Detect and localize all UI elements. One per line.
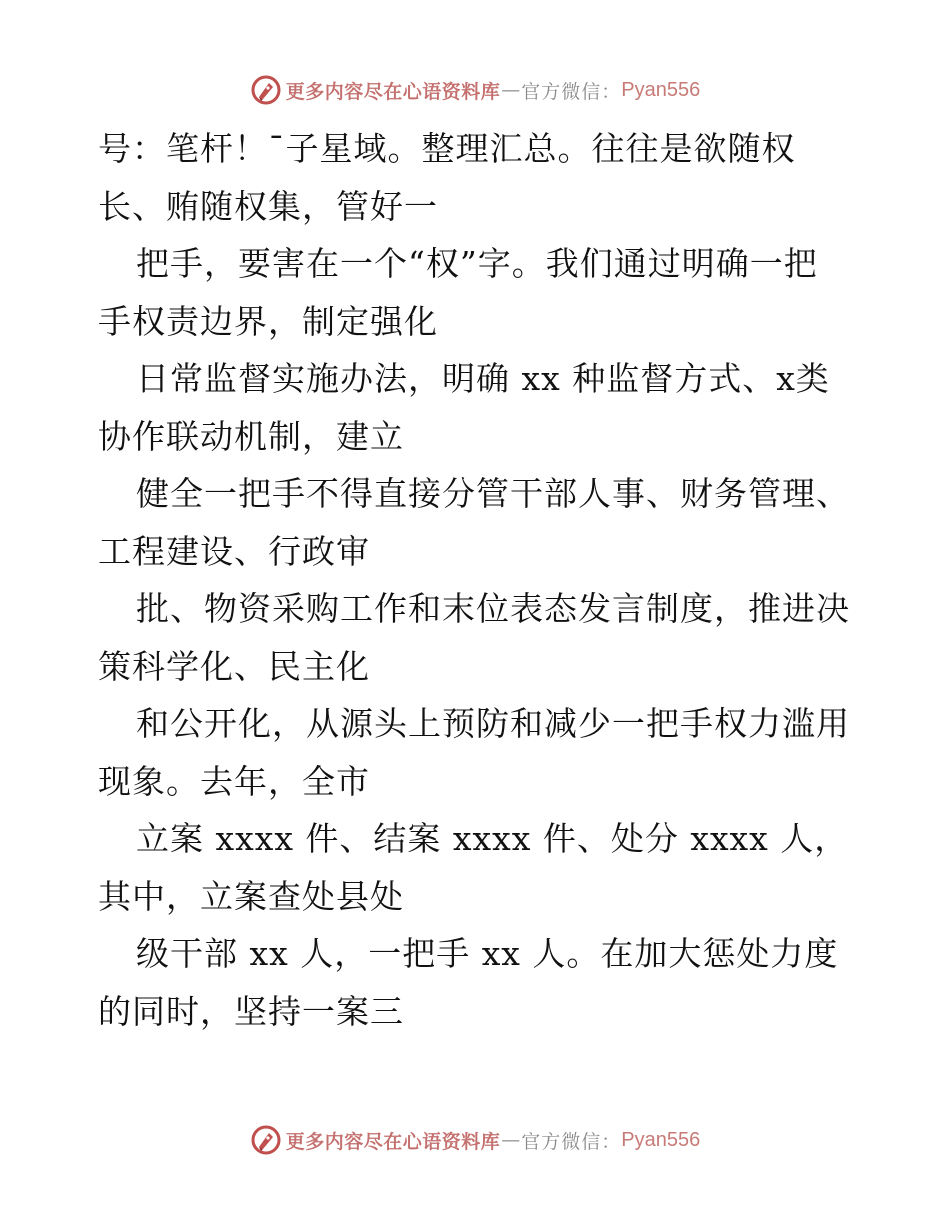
body-line: 工程建设、行政审 bbox=[98, 531, 370, 571]
footer-watermark bbox=[0, 1122, 950, 1158]
body-line: 长、贿随权集，管好一 bbox=[98, 186, 438, 226]
body-line: 手权责边界，制定强化 bbox=[98, 301, 438, 341]
body-line: 健全一把手不得直接分管干部人事、财务管理、 bbox=[136, 474, 850, 513]
watermark-main-text: 更多内容尽在心语资料库 bbox=[285, 80, 501, 103]
body-line: 把手，要害在一个“权”字。我们通过明确一把 bbox=[136, 244, 818, 283]
document-body bbox=[98, 120, 858, 1040]
body-line: 立案 xxxx 件、结案 xxxx 件、处分 xxxx 人， bbox=[136, 819, 849, 858]
watermark-sub-text: 官方微信： bbox=[521, 80, 622, 103]
watermark-id: Pyan556 bbox=[621, 78, 701, 101]
watermark-dash: — bbox=[501, 79, 521, 101]
body-line: 和公开化，从源头上预防和减少一把手权力滥用 bbox=[136, 704, 850, 743]
pen-nib-logo-icon bbox=[250, 74, 282, 106]
body-line: 现象。去年，全市 bbox=[98, 761, 370, 801]
body-line: 的同时，坚持一案三 bbox=[98, 991, 404, 1031]
pen-nib-logo-icon bbox=[250, 1124, 282, 1156]
watermark-id: Pyan556 bbox=[621, 1128, 701, 1151]
watermark-main-text: 更多内容尽在心语资料库 bbox=[285, 1130, 501, 1153]
watermark-sub-text: 官方微信： bbox=[521, 1130, 622, 1153]
body-line: 号：笔杆！¯子星域。整理汇总。往往是欲随权 bbox=[98, 129, 796, 168]
watermark-dash: — bbox=[501, 1129, 521, 1151]
body-line: 其中，立案查处县处 bbox=[98, 876, 404, 916]
body-line: 协作联动机制，建立 bbox=[98, 416, 404, 456]
body-line: 级干部 xx 人，一把手 xx 人。在加大惩处力度 bbox=[136, 934, 839, 973]
header-watermark bbox=[0, 72, 950, 108]
body-line: 策科学化、民主化 bbox=[98, 646, 370, 686]
body-line: 批、物资采购工作和末位表态发言制度，推进决 bbox=[136, 589, 850, 628]
body-line: 日常监督实施办法，明确 xx 种监督方式、x类 bbox=[136, 359, 830, 398]
